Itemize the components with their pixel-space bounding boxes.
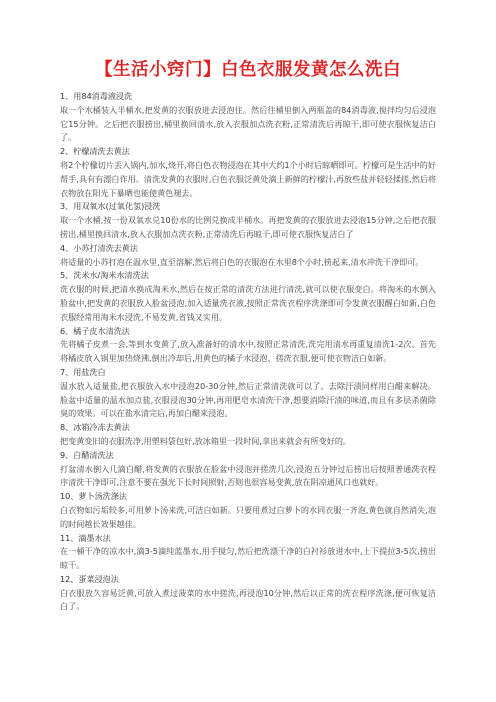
section-heading: 9、白醋清洗法 <box>60 449 114 460</box>
section-heading: 3、用双氧水(过氧化氢)浸洗 <box>60 201 161 212</box>
section-heading: 11、滴墨水法 <box>60 532 111 543</box>
section-heading: 5、洗米水/淘米水清洗法 <box>60 270 149 281</box>
section-heading: 12、蛋菜浸泡法 <box>60 573 119 584</box>
section-paragraph: 将2个柠檬切片丢入锅内,加水,烧开,将白色衣物浸泡在其中大约1个小时后晾晒即可。柠檬可是生活中的好帮手,具有有漂白作用。清洗发黄的衣服时,白色衣服泛黄处滴上新鲜的柠檬汁,再放些盐并轻轻揉搓,然后将衣物放在阳光下暴晒也能使黄色褪去。 <box>60 159 436 198</box>
section-paragraph: 把变黄变旧的衣服洗净,用塑料袋包好,放冰箱里一段时间,拿出来就会有所变好的。 <box>60 435 352 446</box>
section-4 <box>60 242 436 270</box>
section-paragraph: 白衣物如污垢较多,可用萝卜汤来洗,可洁白如新。只要用煮过白萝卜的水同衣服一齐泡,黄色就自然消失,泡的时间越长效果越佳。 <box>60 504 436 529</box>
section-heading: 2、柠檬清洗去黄法 <box>60 146 130 157</box>
section-heading: 6、橘子皮水清洗法 <box>60 325 130 336</box>
section-10 <box>60 490 436 531</box>
section-paragraph: 取一个水桶,按一份双氧水兑10份水的比例兑换成半桶水。再把发黄的衣服放进去浸泡15分钟,之后把衣服捞出,桶里换回清水,放入衣服加点洗衣粉,正常清洗后再晾干,即可使衣服恢复洁白了 <box>60 215 436 239</box>
section-11 <box>60 532 436 573</box>
section-paragraph: 在一桶干净的凉水中,滴3-5滴纯蓝墨水,用手搅匀,然后把洗漂干净的白衬衫放进水中,上下提拉3-5次,捞出晾干。 <box>60 546 436 571</box>
section-paragraph: 白衣服放久容易泛黄,可放入煮过菠菜的水中搓洗,再浸泡10分钟,然后以正常的洗衣程序洗涤,便可恢复洁白了。 <box>60 587 436 612</box>
section-heading: 4、小苏打清洗去黄法 <box>60 242 138 253</box>
section-9 <box>60 449 436 490</box>
section-8 <box>60 421 436 449</box>
section-6 <box>60 325 436 366</box>
section-2 <box>60 145 436 200</box>
section-heading: 1、用84消毒液浸洗 <box>60 91 133 101</box>
section-paragraph: 取一个水桶装入半桶水,把发黄的衣服放进去浸泡住。然后往桶里倒入两瓶盖的84消毒液,搅拌均匀后浸泡它15分钟。之后把衣服捞出,桶里换回清水,放入衣服加点洗衣粉,正常清洗后再晾干,即可使衣服恢复洁白了。 <box>60 104 436 143</box>
section-5 <box>60 269 436 324</box>
section-heading: 7、用盐洗白 <box>60 366 106 377</box>
section-1 <box>60 90 436 145</box>
section-paragraph: 先将橘子皮煮一会,等到水变黄了,放入准备好的清水中,按照正常清洗,洗完用清水再重复清洗1-2次。首先将橘皮放入锅里加热烧沸,倒出冷却后,用黄色的橘子水浸泡、搓洗衣服,便可使衣物洁白如新。 <box>60 339 436 364</box>
section-paragraph: 打盆清水倒入几滴白醋,将发黄的衣服放在脸盆中浸泡并搓洗几次,浸泡五分钟过后捞出后按照普通洗衣程序清洗干净即可,注意不要在强光下长时间照射,否则也很容易变黄,放在阴凉通风口也就好。 <box>60 463 436 488</box>
section-12 <box>60 573 436 614</box>
section-heading: 8、冰箱冷冻去黄法 <box>60 422 130 433</box>
section-3 <box>60 200 436 241</box>
section-7 <box>60 366 436 421</box>
section-paragraph: 洗衣服的时候,把清水换成淘米水,然后在按正常的清洗方法进行清洗,就可以使衣服变白。将淘米的水倒入脸盆中,把发黄的衣服放入脸盆浸泡,加入适量洗衣液,按照正常洗衣程序洗涤即可令发黄衣服醒白如新,白色衣服经常用淘米水浸洗,不易发黄,省钱又实用。 <box>60 284 436 322</box>
page-title: 【生活小窍门】白色衣服发黄怎么洗白 <box>95 60 401 80</box>
section-paragraph: 温水放入适量盐,把衣服放入水中浸泡20-30分钟,然后正常清洗就可以了。去除汗渍同样用白醋来解决。脸盆中适量的温水加点盐,衣服浸泡30分钟,再用肥皂水清洗干净,想要消除汗渍的味道,而且有多层杀菌除臭的效果。可以在盐水清完后,再加白醋来浸泡。 <box>60 380 436 419</box>
section-paragraph: 将适量的小苏打泡在温水里,直至溶解,然后将白色的衣服泡在水里8个小时,捞起来,清水冲洗干净即可。 <box>60 256 424 267</box>
section-heading: 10、萝卜汤洗涤法 <box>60 491 127 502</box>
